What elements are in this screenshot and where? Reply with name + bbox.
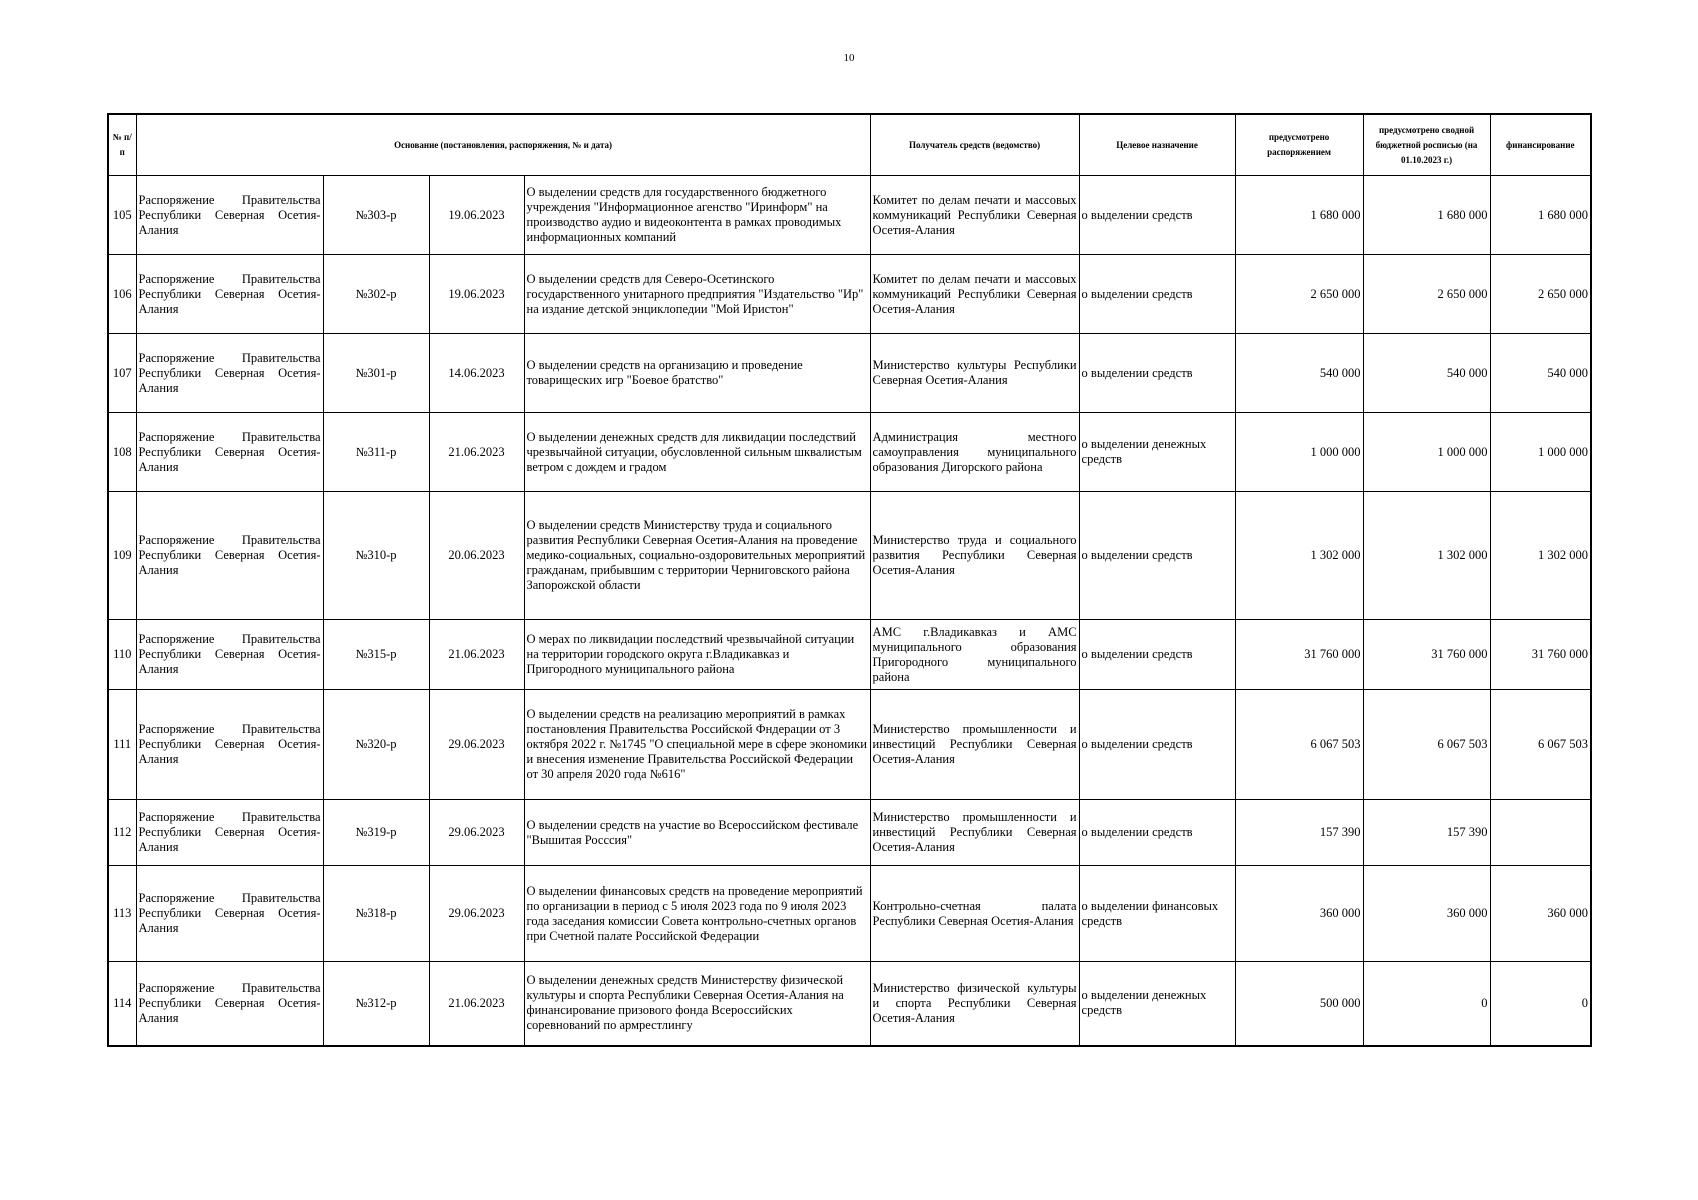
page-number: 10 [843,52,855,64]
row-doc-number: №319-р [323,800,429,866]
row-recipient: Комитет по делам печати и массовых коммуникаций Республики Северная Осетия-Алания [870,176,1079,255]
header-purpose: Целевое назначение [1079,114,1235,176]
row-planned-budget: 6 067 503 [1363,690,1490,800]
row-doc-number: №318-р [323,866,429,962]
row-subject: О мерах по ликвидации последствий чрезвычайной ситуации на территории городского округа г.Владикавказ и Пригородного муниципального района [524,620,870,690]
row-doc-date: 21.06.2023 [429,962,524,1046]
row-planned-budget: 540 000 [1363,334,1490,413]
row-doc-number: №312-р [323,962,429,1046]
row-financing: 360 000 [1490,866,1591,962]
row-basis: Распоряжение Правительства Республики Северная Осетия-Алания [136,866,323,962]
row-doc-number: №311-р [323,413,429,492]
row-planned-budget: 0 [1363,962,1490,1046]
row-subject: О выделении средств на организацию и проведение товарищеских игр "Боевое братство" [524,334,870,413]
row-doc-date: 20.06.2023 [429,492,524,620]
row-financing: 1 000 000 [1490,413,1591,492]
row-recipient: Министерство промышленности и инвестиций Республики Северная Осетия-Алания [870,800,1079,866]
row-planned-order: 31 760 000 [1235,620,1363,690]
row-financing: 6 067 503 [1490,690,1591,800]
row-doc-number: №310-р [323,492,429,620]
table-row [108,334,1591,413]
row-planned-budget: 1 302 000 [1363,492,1490,620]
row-basis: Распоряжение Правительства Республики Северная Осетия-Алания [136,690,323,800]
row-planned-budget: 1 680 000 [1363,176,1490,255]
row-planned-budget: 1 000 000 [1363,413,1490,492]
row-planned-order: 500 000 [1235,962,1363,1046]
row-financing: 1 680 000 [1490,176,1591,255]
row-num: 112 [108,800,136,866]
row-basis: Распоряжение Правительства Республики Северная Осетия-Алания [136,255,323,334]
row-basis: Распоряжение Правительства Республики Северная Осетия-Алания [136,800,323,866]
row-doc-date: 29.06.2023 [429,690,524,800]
row-planned-order: 6 067 503 [1235,690,1363,800]
row-planned-order: 2 650 000 [1235,255,1363,334]
row-num: 114 [108,962,136,1046]
row-financing: 0 [1490,962,1591,1046]
row-purpose: о выделении средств [1079,492,1235,620]
row-recipient: Министерство труда и социального развития Республики Северная Осетия-Алания [870,492,1079,620]
row-purpose: о выделении средств [1079,800,1235,866]
row-financing: 540 000 [1490,334,1591,413]
row-planned-order: 360 000 [1235,866,1363,962]
row-planned-budget: 2 650 000 [1363,255,1490,334]
row-financing: 31 760 000 [1490,620,1591,690]
row-doc-date: 21.06.2023 [429,620,524,690]
row-planned-budget: 157 390 [1363,800,1490,866]
row-basis: Распоряжение Правительства Республики Северная Осетия-Алания [136,492,323,620]
row-subject: О выделении финансовых средств на проведение мероприятий по организации в период с 5 июля 2023 года по 9 июля 2023 года заседания комиссии Совета контрольно-счетных органов при Счетной палате Российской Федерации [524,866,870,962]
row-recipient: Комитет по делам печати и массовых коммуникаций Республики Северная Осетия-Алания [870,255,1079,334]
row-financing: 1 302 000 [1490,492,1591,620]
table-row [108,962,1591,1046]
row-financing [1490,800,1591,866]
row-num: 109 [108,492,136,620]
row-purpose: о выделении средств [1079,620,1235,690]
row-num: 108 [108,413,136,492]
row-subject: О выделении средств на участие во Всероссийском фестивале "Вышитая Росссия" [524,800,870,866]
row-recipient: Министерство промышленности и инвестиций Республики Северная Осетия-Алания [870,690,1079,800]
row-doc-date: 19.06.2023 [429,255,524,334]
row-planned-order: 157 390 [1235,800,1363,866]
row-planned-budget: 360 000 [1363,866,1490,962]
row-num: 111 [108,690,136,800]
row-doc-date: 14.06.2023 [429,334,524,413]
table-row [108,176,1591,255]
table-row [108,413,1591,492]
table-row [108,690,1591,800]
table-row [108,255,1591,334]
allocations-table [107,113,1592,1047]
row-subject: О выделении денежных средств Министерству физической культуры и спорта Республики Северная Осетия-Алания на финансирование призового фонда Всероссийских соревнований по армрестлингу [524,962,870,1046]
row-subject: О выделении средств Министерству труда и социального развития Республики Северная Осетия-Алания на проведение медико-социальных, социально-оздоровительных мероприятий гражданам, прибывшим с территории Черниговского района Запорожской области [524,492,870,620]
header-planned-order: предусмотрено распоряжением [1235,114,1363,176]
row-num: 107 [108,334,136,413]
table-row [108,800,1591,866]
header-planned-budget: предусмотрено сводной бюджетной росписью (на 01.10.2023 г.) [1363,114,1490,176]
row-purpose: о выделении средств [1079,176,1235,255]
row-doc-number: №315-р [323,620,429,690]
row-planned-order: 1 680 000 [1235,176,1363,255]
row-doc-date: 19.06.2023 [429,176,524,255]
row-doc-date: 21.06.2023 [429,413,524,492]
table-row [108,620,1591,690]
row-planned-order: 1 000 000 [1235,413,1363,492]
row-subject: О выделении денежных средств для ликвидации последствий чрезвычайной ситуации, обусловленной сильным шквалистым ветром с дождем и градом [524,413,870,492]
header-basis: Основание (постановления, распоряжения, № и дата) [136,114,870,176]
header-financing: финансирование [1490,114,1591,176]
header-num: № п/п [108,114,136,176]
row-subject: О выделении средств на реализацию мероприятий в рамках постановления Правительства Российской Фндерации от 3 октября 2022 г. №1745 "О специальной мере в сфере экономики и внесения изменение Правительства Российской Федерации от 30 апреля 2020 года №616" [524,690,870,800]
row-basis: Распоряжение Правительства Республики Северная Осетия-Алания [136,620,323,690]
row-doc-date: 29.06.2023 [429,800,524,866]
row-purpose: о выделении финансовых средств [1079,866,1235,962]
row-purpose: о выделении средств [1079,690,1235,800]
table-row [108,492,1591,620]
row-basis: Распоряжение Правительства Республики Северная Осетия-Алания [136,334,323,413]
row-planned-budget: 31 760 000 [1363,620,1490,690]
row-recipient: АМС г.Владикавказ и АМС муниципального образования Пригородного муниципального района [870,620,1079,690]
row-num: 113 [108,866,136,962]
row-purpose: о выделении денежных средств [1079,413,1235,492]
row-doc-number: №320-р [323,690,429,800]
row-subject: О выделении средств для государственного бюджетного учреждения "Информационное агенство "Иринформ" на производство аудио и видеоконтента в рамках проводимых информационных компаний [524,176,870,255]
row-planned-order: 1 302 000 [1235,492,1363,620]
row-recipient: Министерство физической культуры и спорта Республики Северная Осетия-Алания [870,962,1079,1046]
row-recipient: Администрация местного самоуправления муниципального образования Дигорского района [870,413,1079,492]
row-recipient: Контрольно-счетная палата Республики Северная Осетия-Алания [870,866,1079,962]
row-doc-number: №303-р [323,176,429,255]
row-financing: 2 650 000 [1490,255,1591,334]
row-doc-number: №302-р [323,255,429,334]
row-num: 105 [108,176,136,255]
row-basis: Распоряжение Правительства Республики Северная Осетия-Алания [136,962,323,1046]
row-subject: О выделении средств для Северо-Осетинского государственного унитарного предприятия "Издательство "Ир" на издание детской энциклопедии "Мой Иристон" [524,255,870,334]
table-header-row [108,114,1591,176]
row-doc-date: 29.06.2023 [429,866,524,962]
table-row [108,866,1591,962]
row-purpose: о выделении средств [1079,255,1235,334]
header-recipient: Получатель средств (ведомство) [870,114,1079,176]
row-basis: Распоряжение Правительства Республики Северная Осетия-Алания [136,413,323,492]
row-num: 110 [108,620,136,690]
row-basis: Распоряжение Правительства Республики Северная Осетия-Алания [136,176,323,255]
row-purpose: о выделении денежных средств [1079,962,1235,1046]
row-num: 106 [108,255,136,334]
row-recipient: Министерство культуры Республики Северная Осетия-Алания [870,334,1079,413]
row-doc-number: №301-р [323,334,429,413]
row-planned-order: 540 000 [1235,334,1363,413]
row-purpose: о выделении средств [1079,334,1235,413]
